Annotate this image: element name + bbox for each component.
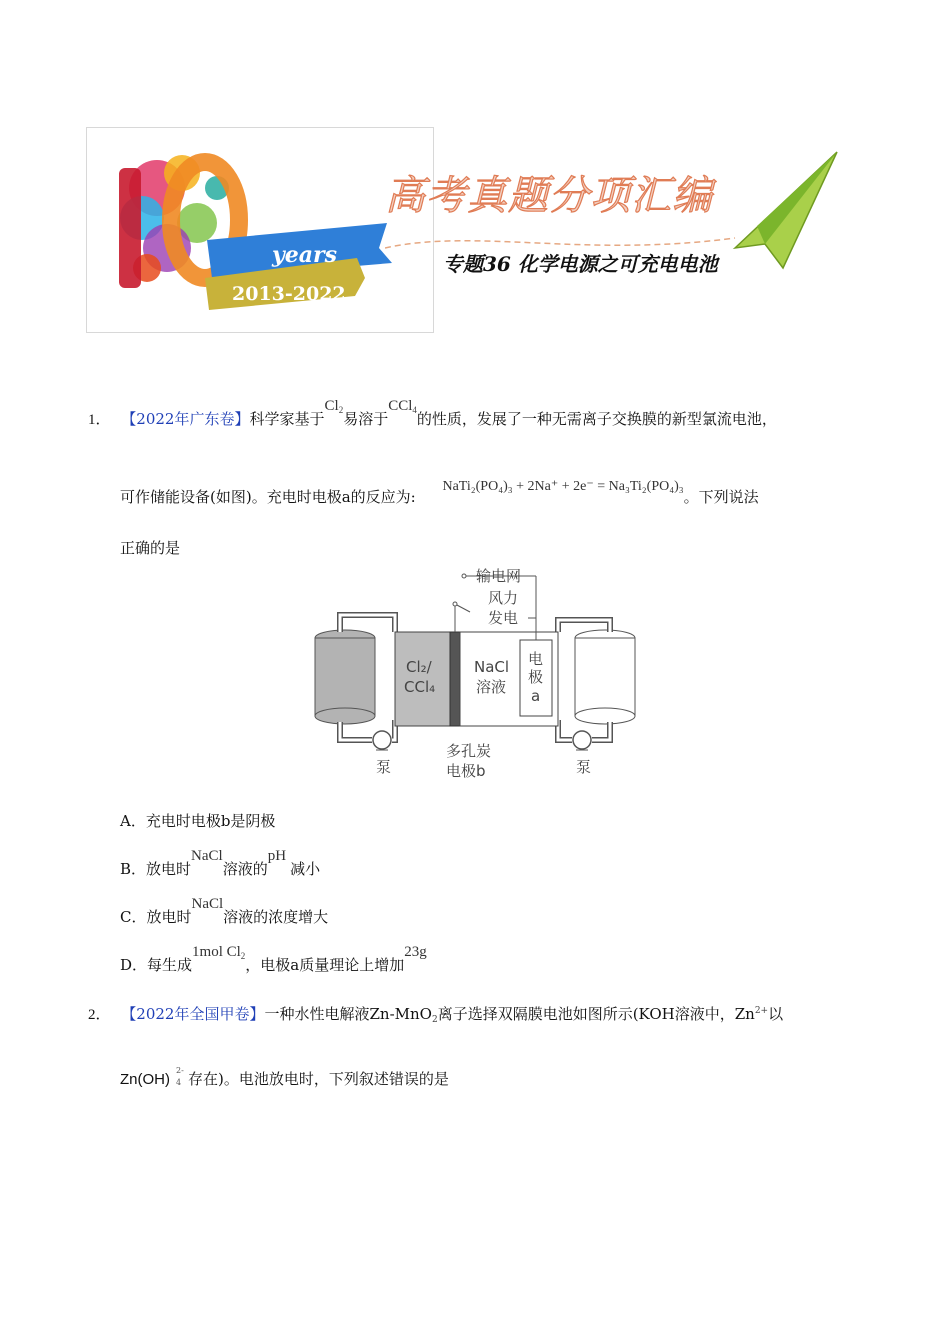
question-text: 科学家基于 bbox=[249, 410, 325, 428]
source-tag: 【2022年广东卷】 bbox=[121, 410, 250, 428]
question-text: 。下列说法 bbox=[683, 488, 759, 506]
question-text: 易溶于 bbox=[343, 410, 389, 428]
electrode-a-label: 极 bbox=[528, 668, 544, 686]
solution-label: 溶液 bbox=[476, 678, 507, 696]
pump-label: 泵 bbox=[376, 758, 392, 776]
option-b: B．放电时NaCl溶液的pH减小 bbox=[120, 848, 321, 878]
charge-reaction-equation: NaTi₂(PO₄)₃ + 2Na⁺ + 2e⁻ = Na₃Ti₂(PO₄)₃ bbox=[442, 479, 684, 494]
banner-logo bbox=[86, 127, 434, 333]
question-text: 存在)。电池放电时，下列叙述错误的是 bbox=[188, 1070, 449, 1088]
question-text: 离子选择双隔膜电池如图所示(KOH溶液中，Zn bbox=[437, 1005, 755, 1023]
question-text: 的性质，发展了一种无需离子交换膜的新型氯流电池， bbox=[416, 410, 777, 428]
pump-label: 泵 bbox=[576, 758, 592, 776]
right-tank bbox=[575, 638, 635, 716]
chamber-label: CCl₄ bbox=[404, 678, 436, 696]
banner-subtitle: 专题36 化学电源之可充电电池 bbox=[443, 252, 718, 276]
option-a: A．充电时电极b是阴极 bbox=[120, 812, 276, 830]
badge-year-range: 2013-2022 bbox=[232, 283, 346, 305]
source-tag: 【2022年全国甲卷】 bbox=[121, 1005, 265, 1023]
porous-electrode-label: 多孔炭 bbox=[446, 742, 492, 760]
wind-power-label: 风力 bbox=[488, 589, 519, 607]
formula-nacl: NaCl bbox=[191, 848, 223, 864]
electrode-a-label: 电 bbox=[528, 650, 544, 668]
formula-ccl4: CCl$_4$ bbox=[388, 398, 417, 415]
chamber-label: Cl₂/ bbox=[406, 658, 432, 676]
grid-label: 输电网 bbox=[476, 567, 522, 585]
right-pump bbox=[573, 731, 591, 749]
solution-label: NaCl bbox=[474, 658, 510, 676]
banner-title: 高考真题分项汇编 bbox=[385, 173, 713, 219]
formula-cl2: $Cl_2$ bbox=[324, 398, 344, 415]
flow-battery-diagram bbox=[300, 560, 650, 785]
formula-zincate: Zn(OH) bbox=[120, 1071, 170, 1088]
question-2-line-1: 2． 【2022年全国甲卷】一种水性电解液Zn-MnO$_2$离子选择双隔膜电池如图所示(KOH溶液中，$Zn^{2+}$以 bbox=[88, 1005, 784, 1025]
question-2-line-2: Zn(OH) 2- 4 存在)。电池放电时，下列叙述错误的是 bbox=[120, 1066, 449, 1088]
formula-ph: pH bbox=[267, 848, 287, 864]
question-number: 1． bbox=[88, 412, 111, 428]
question-number: 2． bbox=[88, 1007, 111, 1023]
porous-carbon-electrode-b bbox=[450, 632, 460, 726]
left-pump bbox=[373, 731, 391, 749]
question-text: 可作储能设备(如图)。充电时电极a的反应为: bbox=[120, 488, 416, 506]
question-1-line-1 bbox=[88, 398, 777, 429]
question-1-line-2 bbox=[120, 479, 759, 507]
badge-years: years bbox=[272, 242, 338, 268]
option-d: D．每生成1mol $Cl_2$，电极a质量理论上增加23g bbox=[120, 944, 427, 974]
formula-nacl: NaCl bbox=[191, 896, 224, 912]
ten-years-logo bbox=[87, 128, 433, 332]
wind-power-label: 发电 bbox=[488, 609, 519, 627]
porous-electrode-label: 电极b bbox=[446, 762, 486, 780]
electrode-a-label: a bbox=[531, 687, 541, 705]
question-text: 一种水性电解液Zn-MnO bbox=[264, 1005, 432, 1023]
formula-mass: 23g bbox=[404, 944, 427, 960]
formula-mol-cl2: 1mol $Cl_2$ bbox=[192, 944, 246, 961]
question-1-line-3: 正确的是 bbox=[120, 539, 181, 557]
left-tank bbox=[315, 638, 375, 716]
question-text: 以 bbox=[768, 1005, 784, 1023]
option-c: C．放电时NaCl溶液的浓度增大 bbox=[120, 896, 329, 926]
